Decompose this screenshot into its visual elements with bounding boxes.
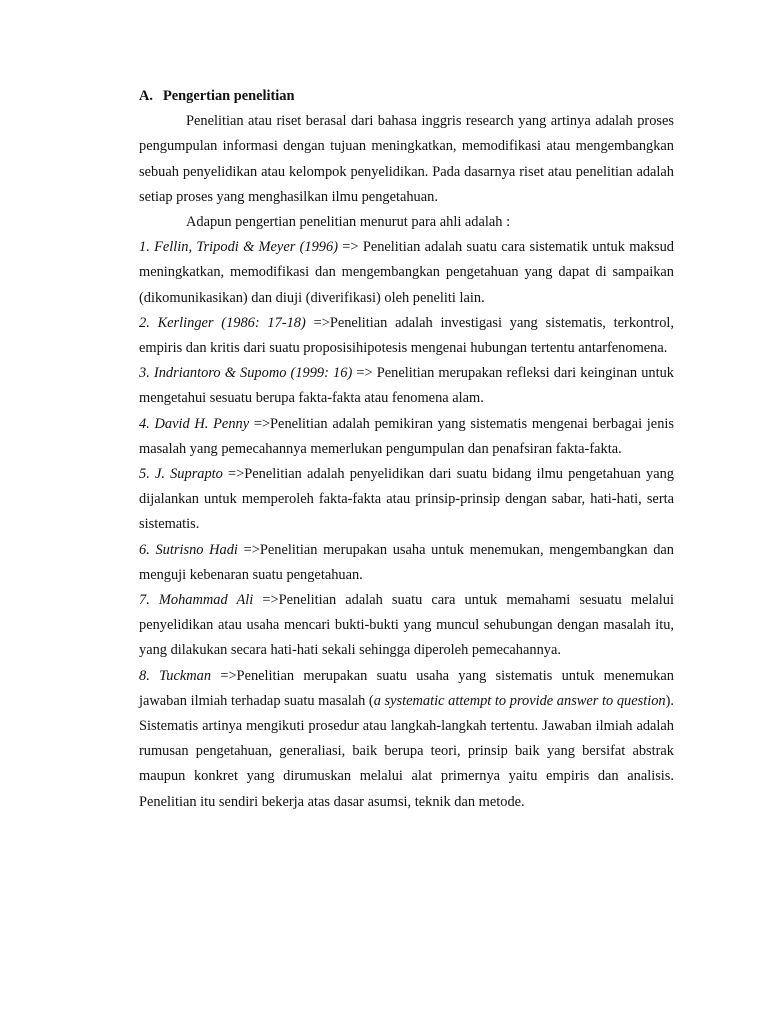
document-page bbox=[139, 84, 674, 815]
expert-definition bbox=[139, 588, 674, 664]
section-title: Pengertian penelitian bbox=[163, 88, 295, 104]
expert-text: => Penelitian merupakan refleksi dari keinginan untuk mengetahui sesuatu berupa fakta-fakta atau fenomena alam. bbox=[139, 365, 674, 407]
expert-text: => Penelitian adalah suatu cara sistematik untuk maksud meningkatkan, memodifikasi dan mengembangkan pengetahuan yang dapat di sampaikan (dikomunikasikan) dan diuji (diverifikasi) oleh peneliti lain. bbox=[139, 239, 674, 306]
expert-quote-english: a systematic attempt to provide answer to question bbox=[373, 692, 666, 709]
expert-definition bbox=[139, 664, 674, 815]
expert-definition bbox=[139, 412, 674, 462]
expert-author: 6. Sutrisno Hadi bbox=[139, 541, 238, 558]
expert-author: 4. David H. Penny bbox=[139, 415, 250, 432]
expert-definition bbox=[139, 361, 674, 411]
expert-text: =>Penelitian merupakan suatu usaha yang sistematis untuk menemukan jawaban ilmiah terhadap suatu masalah ( bbox=[139, 667, 674, 709]
expert-definition bbox=[139, 462, 674, 538]
expert-author: 7. Mohammad Ali bbox=[139, 592, 254, 609]
expert-text-continued: ). Sistematis artinya mengikuti prosedur atau langkah-langkah tertentu. Jawaban ilmiah adalah rumusan pengetahuan, generaliasi, baik berupa teori, prinsip baik yang bersifat abstrak maupun konkret yang dirumuskan melalui alat primernya yaitu empiris dan analisis. Penelitian itu sendiri bekerja atas dasar asumsi, teknik dan metode. bbox=[139, 692, 674, 810]
section-number: A. bbox=[139, 88, 153, 104]
expert-text: =>Penelitian adalah suatu cara untuk memahami sesuatu melalui penyelidikan atau usaha mencari bukti-bukti yang muncul sehubungan dengan masalah itu, yang dilakukan secara hati-hati sekali sehingga diperoleh pemecahannya. bbox=[139, 592, 674, 659]
expert-author: 8. Tuckman bbox=[139, 667, 212, 684]
expert-text: =>Penelitian adalah investigasi yang sistematis, terkontrol, empiris dan kritis dari suatu proposisihipotesis mengenai hubungan tertentu antarfenomena. bbox=[139, 314, 675, 357]
expert-definition bbox=[139, 235, 674, 311]
expert-text: =>Penelitian merupakan usaha untuk menemukan, mengembangkan dan menguji kebenaran suatu pengetahuan. bbox=[139, 541, 675, 583]
section-heading bbox=[139, 84, 674, 109]
expert-definition bbox=[139, 311, 674, 361]
expert-author: 5. J. Suprapto bbox=[139, 466, 223, 483]
expert-author: 1. Fellin, Tripodi & Meyer (1996) bbox=[139, 239, 338, 256]
intro-paragraph: Penelitian atau riset berasal dari bahasa inggris research yang artinya adalah proses pengumpulan informasi dengan tujuan meningkatkan, memodifikasi atau mengembangkan sebuah penyelidikan atau kelompok penyelidikan. Pada dasarnya riset atau penelitian adalah setiap proses yang menghasilkan ilmu pengetahuan. bbox=[139, 113, 674, 205]
expert-author: 2. Kerlinger (1986: 17-18) bbox=[139, 314, 306, 331]
experts-intro-paragraph: Adapun pengertian penelitian menurut para ahli adalah : bbox=[186, 214, 511, 231]
expert-text: =>Penelitian adalah pemikiran yang sistematis mengenai berbagai jenis masalah yang pemecahannya memerlukan pengumpulan dan penafsiran fakta-fakta. bbox=[139, 415, 674, 457]
expert-author: 3. Indriantoro & Supomo (1999: 16) bbox=[139, 365, 353, 382]
expert-definition bbox=[139, 538, 674, 588]
expert-text: =>Penelitian adalah penyelidikan dari suatu bidang ilmu pengetahuan yang dijalankan untuk memperoleh fakta-fakta atau prinsip-prinsip dengan sabar, hati-hati, serta sistematis. bbox=[139, 466, 674, 533]
